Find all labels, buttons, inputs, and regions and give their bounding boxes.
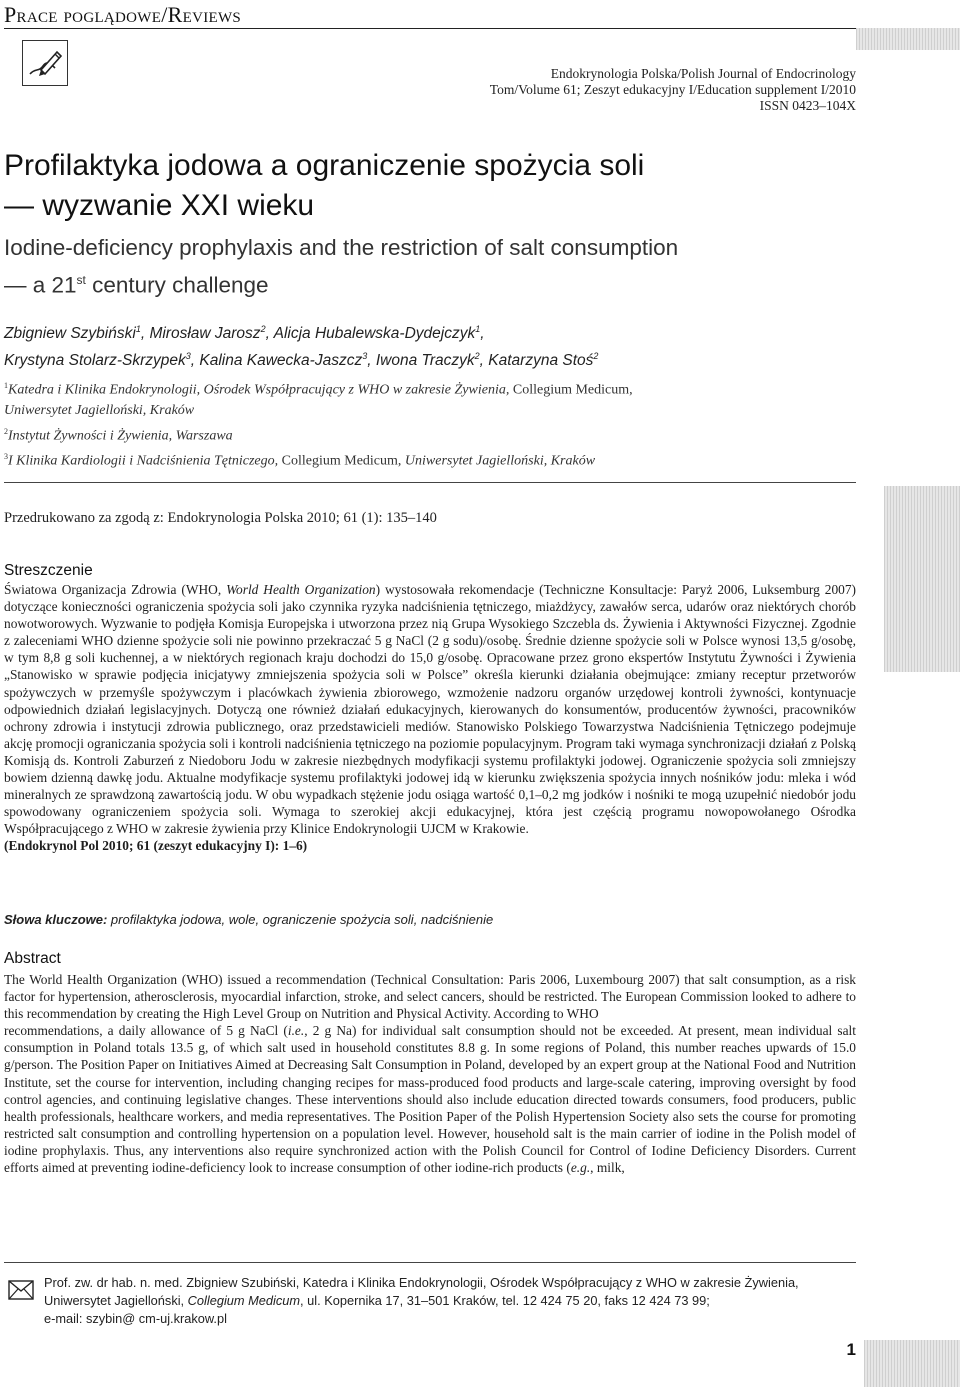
author-affiliation-mark: 2 [260,324,266,334]
author-separator: , [265,325,274,343]
section-label: Prace poglądowe/Reviews [4,2,242,27]
top-grey-band [856,28,960,50]
separator-rule [4,482,856,483]
correspondence-email[interactable]: e-mail: szybin@ cm-uj.krakow.pl [44,1311,227,1326]
correspondence-line2: Uniwersytet Jagielloński, Collegium Medicum, ul. Kopernika 17, 31–501 Kraków, tel. 12 424 75 20, faks 12 424 73 99; [44,1293,710,1308]
keywords-value: profilaktyka jodowa, wole, ograniczenie spożycia soli, nadciśnienie [107,912,494,927]
author-list [4,318,864,372]
affiliation-1: $^1$Katedra i Klinika Endokrynologii, Ośrodek Współpracujący z WHO w zakresie Żywienia, Collegium Medicum, [4,381,633,398]
affiliation-1-cont: Uniwersytet Jagielloński, Kraków [4,403,195,419]
title-english [4,232,864,302]
author-name: Katarzyna Stoś [488,352,594,370]
title-english-line2: — a 21st century challenge [4,272,269,298]
keywords-label: Słowa kluczowe: [4,912,108,927]
author-name: Kalina Kawecka-Jaszcz [199,352,363,370]
pen-writing-icon [22,40,68,86]
envelope-icon [8,1280,34,1305]
correspondence-line1: Prof. zw. dr hab. n. med. Zbigniew Szubiński, Katedra i Klinika Endokrynologii, Ośrodek Współpracujący z WHO w zakresie Żywienia, [44,1275,799,1290]
affiliation-2: $^2$Instytut Żywności i Żywienia, Warszawa [4,426,233,444]
title-polish [4,146,864,226]
author-separator: , [367,352,376,370]
abstract-heading: Abstract [4,950,61,967]
journal-issn: ISSN 0423–104X [759,98,856,113]
title-polish-line1: Profilaktyka jodowa a ograniczenie spożycia soli [4,149,645,182]
title-polish-line2: — wyzwanie XXI wieku [4,189,315,222]
author-affiliation-mark: 2 [474,351,480,362]
author-name: Krystyna Stolarz-Skrzypek [4,352,186,370]
journal-name: Endokrynologia Polska/Polish Journal of Endocrinology [550,66,856,81]
author-line-1 [4,318,864,345]
streszczenie-citation: (Endokrynol Pol 2010; 61 (zeszyt edukacyjny I): 1–6) [4,838,308,854]
keywords [4,912,856,927]
author-separator: , [190,352,200,370]
author-affiliation-mark: 1 [475,324,481,334]
author-affiliation-mark: 2 [593,351,599,362]
journal-header [490,66,856,114]
correspondence [44,1274,856,1328]
author-name: Zbigniew Szybiński [4,325,136,343]
journal-volume: Tom/Volume 61; Zeszyt edukacyjny I/Education supplement I/2010 [489,82,856,97]
page-number: 1 [846,1340,856,1359]
abstract-body [4,971,856,1176]
affiliation-3: $^3$I Klinika Kardiologii i Nadciśnienia Tętniczego, Collegium Medicum, Uniwersytet Jagielloński, Kraków [4,451,596,469]
author-affiliation-mark: 3 [185,351,191,362]
author-line-2 [4,345,864,372]
author-affiliation-mark: 3 [362,351,368,362]
side-grey-tab [884,486,960,672]
author-name: Alicja Hubalewska-Dydejczyk [273,325,476,343]
author-name: Mirosław Jarosz [149,325,261,343]
abstract-para-1: The World Health Organization (WHO) issued a recommendation (Technical Consultation: Paris 2006, Luxembourg 2007) that salt consumption, as a risk factor for hypertension, atherosclerosis, myocardial infarction, stroke, and select cancers, should be restricted. The European Commission looked to adhere to this recommendation by creating the High Level Group on Nutrition and Physical Activity. According to WHO [4,972,856,1022]
footer-rule [4,1262,856,1263]
affiliations [4,376,864,472]
author-separator: , [140,325,150,343]
title-english-line1: Iodine-deficiency prophylaxis and the restriction of salt consumption [4,235,679,260]
streszczenie-heading: Streszczenie [4,562,93,579]
author-affiliation-mark: 1 [135,324,141,334]
streszczenie-body: Światowa Organizacja Zdrowia (WHO, World Health Organization) wystosowała rekomendacje (Techniczne Konsultacje: Paryż 2006, Luksemburg 2007) dotyczące konieczności ograniczenia spożycia soli jako czynnika ryzyka nadciśnienia tętniczego, miażdżycy, zawałów serca, udarów oraz niektórych chorób nowotworowych. Wyzwanie to podjęła Komisja Europejska i utworzona przez nią Grupa Wysokiego Szczebla ds. Żywienia i Aktywności Fizycznej. Zgodnie z zaleceniami WHO dzienne spożycie soli nie powinno przekraczać 5 g NaCl (2 g sodu)/osobę. Średnie dzienne spożycie soli w Polsce wynosi 13,5 g/osobę, w tym 8,8 g soli kuchennej, a w niektórych regionach kraju dochodzi do 15,0 g/osobę. Opracowane przez grono ekspertów Instytutu Żywności i Żywienia „Stanowisko w sprawie podjęcia inicjatywy zmniejszenia spożycia soli w Polsce” określa kierunki działania obejmujące: zmiany receptur przetworów spożywczych w przemyśle spożywczym i placówkach żywienia zbiorowego, wzmożenie nadzoru organów urzędowej kontroli żywności, kontynuacje odpowiednich działań legislacyjnych. Dotyczą one również działań edukacyjnych, kierowanych do konsumentów, producentów żywności, pracowników ochrony zdrowia i instytucji zdrowia publicznego, oraz przedstawicieli mediów. Stanowisko Polskiego Towarzystwa Nadciśnienia Tętniczego podejmuje akcję promocji ograniczania spożycia soli i kontroli nadciśnienia tętniczego na poziomie populacyjnym. Program taki wymaga synchronizacji działań z Polską Komisją ds. Kontroli Zaburzeń z Niedoboru Jodu w zakresie niezbędnych modyfikacji systemu profilaktyki jodowej. Ograniczenie spożycia soli zmniejszy bowiem dzienną dawkę jodu. Aktualne modyfikacje systemu profilaktyki jodowej idą w kierunku zwiększenia spożycia innych nośników jodu: mleka i wód mineralnych ze sprawdzoną zawartością jodu. W obu wypadkach stężenie jodu osiąga wartość 0,1–0,2 mg jodków i nośniki te mogą uzupełnić niedobór jodu spowodowany ograniczeniem spożycia soli. Wymaga to szerokiej akcji edukacyjnej, która jest częścią programu nowopowołanego Ośrodka Współpracującego z WHO w zakresie żywienia przy Klinice Endokrynologii UJCM w Krakowie. (Endokrynol Pol 2010; 61 (zeszyt edukacyjny I): 1–6) [4,582,856,854]
reprint-notice: Przedrukowano za zgodą z: Endokrynologia Polska 2010; 61 (1): 135–140 [4,510,437,526]
abstract-para-2: recommendations, a daily allowance of 5 g NaCl (i.e., 2 g Na) for individual salt consumption should not be exceeded. At present, mean individual salt consumption in Poland totals 13.5 g, of which salt used in household constitutes 8.8 g. In some regions of Poland, this number reaches upwards of 15.0 g/person. The Position Paper on Initiatives Aimed at Decreasing Salt Consumption in Poland, developed by an expert group at the National Food and Nutrition Institute, set the course for intervention, including changing recipes for mass-produced food products and large-scale catering, improving oversight by food control agencies, and continuing legislative changes. These interventions should also include education directed towards consumers, food producers, public health professionals, healthcare workers, and media representatives. The Position Paper of the Polish Hypertension Society also sets the course for promoting restricted salt consumption and controlling hypertension on a population level. However, household salt is the main carrier of iodine in the Polish model of iodine prophylaxis. Thus, any interventions also require synchronized action with the Polish Council for Control of Iodine Deficiency Disorders. Current efforts aimed at preventing iodine-deficiency look to increase consumption of other iodine-rich products (e.g., milk, [4,1023,856,1176]
corner-grey-block [864,1340,960,1387]
author-separator: , [480,325,485,343]
top-rule [4,28,856,29]
author-separator: , [479,352,489,370]
author-name: Iwona Traczyk [375,352,475,370]
